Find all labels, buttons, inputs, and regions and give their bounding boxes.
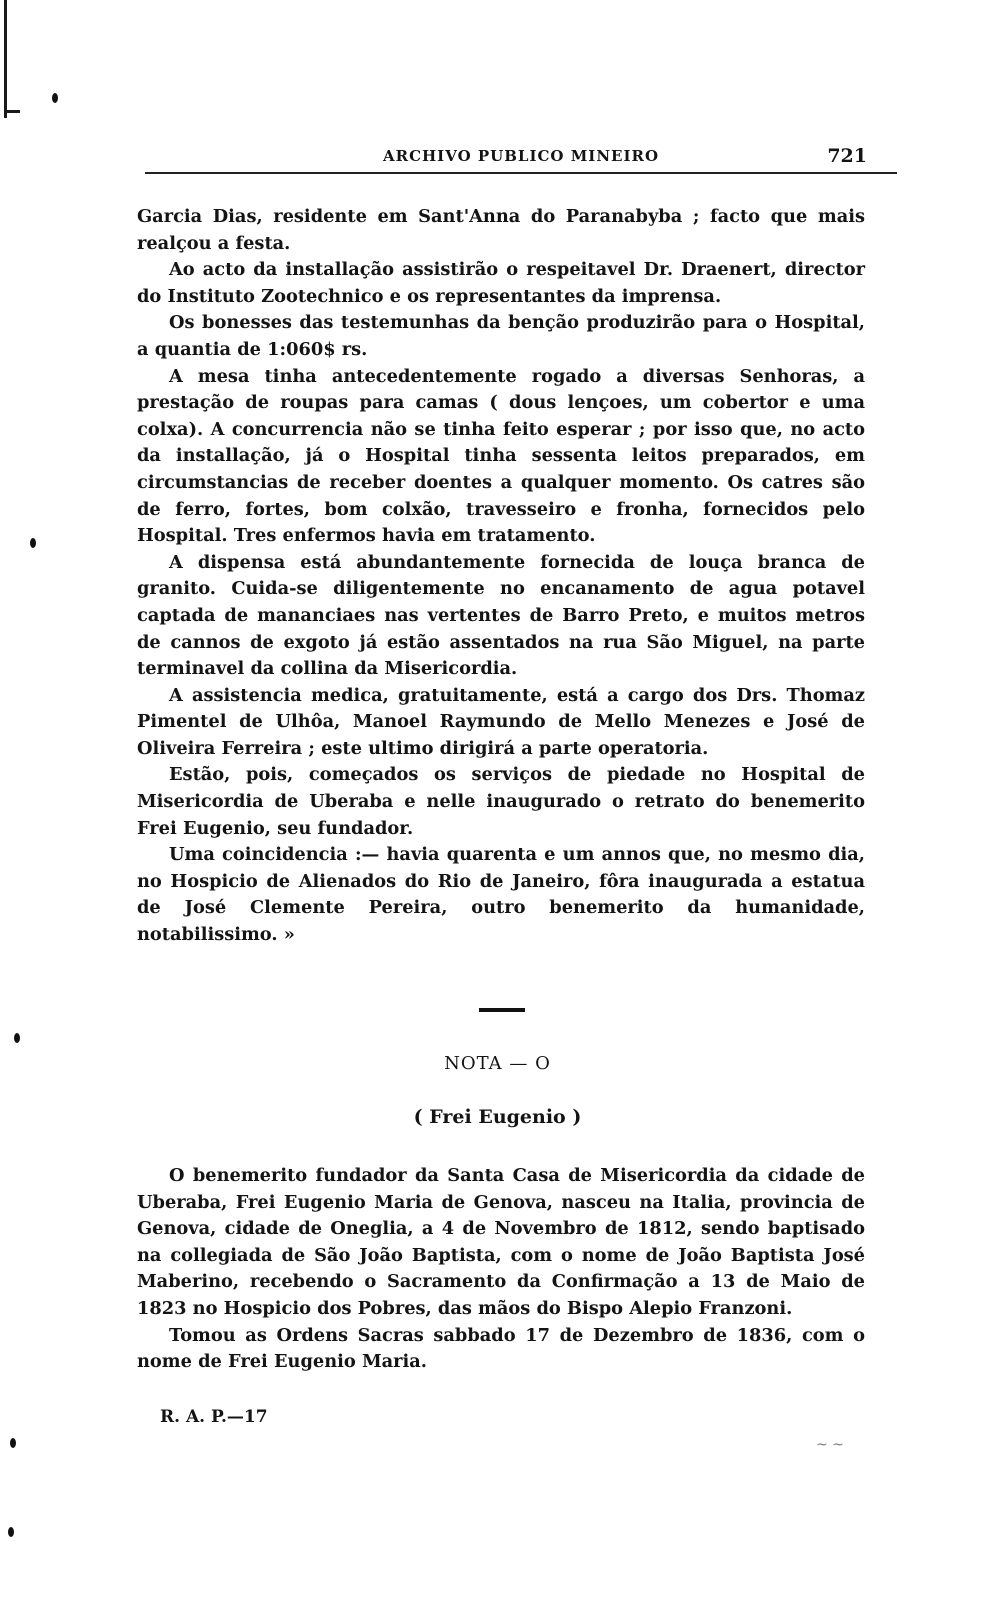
header-rule: [145, 172, 897, 174]
paragraph: Estão, pois, começados os serviços de piedade no Hospital de Misericordia de Uberaba e nelle inaugurado o retrato do benemerito Frei Eugenio, seu fundador.: [137, 764, 865, 839]
article-body-bottom: [137, 1163, 865, 1376]
paragraph: A mesa tinha antecedentemente rogado a diversas Senhoras, a prestação de roupas para camas ( dous lençoes, um cobertor e uma colxa). A concurrencia não se tinha feito esperar ; por isso que, no acto da installação, já o Hospital tinha sessenta leitos preparados, em circumstancias de receber doentes a qualquer momento. Os catres são de ferro, fortes, bom colxão, travesseiro e fronha, fornecidos pelo Hospital. Tres enfermos havia em tratamento.: [137, 365, 865, 547]
page-number: 721: [827, 145, 867, 167]
paragraph: Os bonesses das testemunhas da benção produzirão para o Hospital, a quantia de 1:060$ rs.: [137, 312, 865, 360]
scan-smudge: ~ ~: [816, 1437, 844, 1453]
paragraph: Tomou as Ordens Sacras sabbado 17 de Dezembro de 1836, com o nome de Frei Eugenio Maria.: [137, 1324, 865, 1373]
note-subtitle: ( Frei Eugenio ): [413, 1106, 582, 1128]
paragraph: O benemerito fundador da Santa Casa de Misericordia da cidade de Uberaba, Frei Eugenio Maria de Genova, nasceu na Italia, provincia de Genova, cidade de Oneglia, a 4 de Novembro de 1812, sendo baptisado na collegiada de São João Baptista, com o nome de João Baptista José Maberino, recebendo o Sacramento da Confirmação a 13 de Maio de 1823 no Hospicio dos Pobres, das mãos do Bispo Alepio Franzoni.: [137, 1165, 865, 1319]
page-header: [145, 147, 897, 173]
scan-speck: [14, 1033, 20, 1043]
paragraph: Ao acto da installação assistirão o respeitavel Dr. Draenert, director do Instituto Zootechnico e os representantes da imprensa.: [137, 259, 865, 307]
paragraph: A dispensa está abundantemente fornecida de louça branca de granito. Cuida-se diligentemente no encanamento de agua potavel captada de mananciaes nas vertentes de Barro Preto, e muitos metros de cannos de exgoto já estão assentados na rua São Miguel, na parte terminavel da collina da Misericordia.: [137, 551, 865, 680]
note-heading: NOTA — O: [444, 1053, 551, 1074]
scan-edge-tick: [6, 110, 20, 113]
scan-speck: [30, 538, 36, 548]
running-title: ARCHIVO PUBLICO MINEIRO: [382, 147, 660, 165]
scan-speck: [10, 1438, 16, 1448]
paragraph: Uma coincidencia :— havia quarenta e um annos que, no mesmo dia, no Hospicio de Alienados do Rio de Janeiro, fôra inaugurada a estatua de José Clemente Pereira, outro benemerito da humanidade, notabilissimo. »: [137, 844, 865, 946]
section-separator: [479, 1008, 525, 1012]
article-body-top: [137, 204, 865, 949]
paragraph: Garcia Dias, residente em Sant'Anna do Paranabyba ; facto que mais realçou a festa.: [137, 206, 865, 254]
scan-speck: [8, 1527, 14, 1537]
signature-mark: R. A. P.—17: [160, 1407, 268, 1427]
scan-speck: [52, 93, 58, 103]
paragraph: A assistencia medica, gratuitamente, está a cargo dos Drs. Thomaz Pimentel de Ulhôa, Manoel Raymundo de Mello Menezes e José de Oliveira Ferreira ; este ultimo dirigirá a parte operatoria.: [137, 684, 865, 759]
scan-edge-line: [4, 0, 7, 118]
